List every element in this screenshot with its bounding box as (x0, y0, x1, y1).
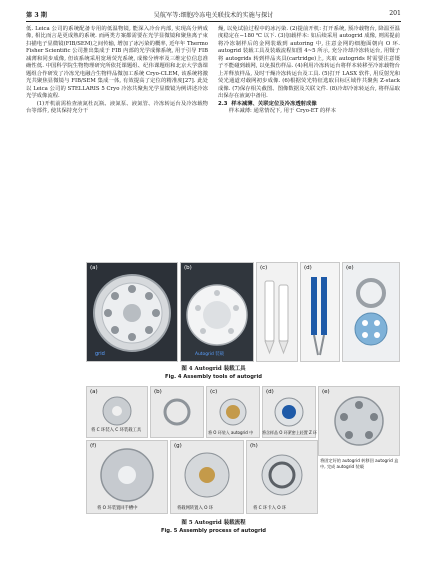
page-number: 201 (389, 10, 401, 17)
panel-label: (g) (174, 443, 182, 449)
right-paragraph-1: 燥, 以免试验过程中的冰污染. (2)提前开机: 打开系统, 预冷载物台, 降温至温度稳定在−180 ℃ 以下. (3)加载样本: 如后续采用 autogrid 成像, 则需提前将冷冻制样后的金网装载到 autoring 中, 注意金网的细胞面朝向 O 环. autogrid 装载工具及装载流程如图 4~5 所示, 充分冷却冷冻转运台, 用镊子将 autogrids 转到样品夹具(cartridge)上, 夹取 autogrids 时需要注意镊子不能碰到载网, 以免损伤样品. (4)利用冷冻转运台将样本转移至冷冻载物台上并释放样品, 及时干燥冷冻转运台及工具. (5)打开 LASX 软件, 用反射光和荧光通道对载网初步成像. (6)根据荧光特征选取目标区域作共聚焦 Z-stack 成像. (7)保存相关截图、图像数据及关联文件. (8)冷却冷冻转运台, 将样品取出保存在液氮中备用. (218, 26, 400, 100)
fig4-caption-en: Fig. 4 Assembly tools of autogrid (165, 373, 262, 380)
figure-4-caption (26, 366, 401, 381)
fig5-label-h: 将 C 环卡入 O 环 (253, 506, 287, 511)
station-photo (87, 441, 167, 513)
fig5-label-e: 将固定好的 autogrid 转移回 autogrid 盒中, 完成 autogrid 装载 (320, 458, 399, 469)
panel-label: (h) (250, 443, 258, 449)
panel-label: (c) (210, 389, 218, 395)
section-number: 2.3 (218, 100, 228, 107)
panel-label: (d) (304, 265, 312, 271)
fig5-label-f: 将 O 环装置回手槽中 (97, 506, 138, 511)
header-rule (26, 21, 401, 22)
fig5-panel-a (86, 386, 148, 438)
issue-number: 第 3 期 (26, 12, 47, 19)
section-heading (218, 101, 400, 108)
fig5-label-e-box (320, 458, 400, 498)
grid-box-photo (87, 263, 177, 361)
fig5-label-g: 将载网转置入 O 环 (177, 506, 214, 511)
fig5-panel-b (150, 386, 204, 438)
fig5-label-b: 将 O 环装入 autogrid 中 (208, 430, 254, 435)
fig5-panel-g (170, 440, 244, 514)
fig4-panel-e (342, 262, 400, 362)
loading-station-photo (181, 263, 253, 361)
left-column (26, 26, 208, 115)
left-paragraph-1: 低. Leica 公司的系统配备专用的低温物镜, 能深入冷台内部, 实现高分辨成像, 相比而言是更成熟的系统. 而两类方案都需要在光学显微镜和聚焦离子束扫描电子显微镜(FIB/SEM)之间传输, 增加了冰污染的概率, 近年年 Thermo Fisher Scientific 公司推出集成于 FIB 内部的光学成像系统, 用于引导 FIB 减薄和同步成像, 但该系统采用宽场荧光系统, 成像分辨率及三维定位信息准确性低. 中国科学院生物物理研究所依托课题组、纪伟课题组和北京大学落课题组合作研发了冷冻光电融合生物样品微加工系统 Cryo-CLEM, 该系统将激光共聚焦显微镜与 FIB/SEM 集成一体, 有效提高了定位的精准度[27]. 此处以 Leica 公司的 STELLARIS 5 Cryo 冷冻共聚焦光学显微镜为例讲述冷冻光学成像流程. (26, 26, 208, 100)
fig5-label-a: 将 C 环装入 C 环装载工具 (91, 428, 142, 433)
panel-label: (b) (184, 265, 192, 271)
fig5-panel-f (86, 440, 168, 514)
clip-tools-photo (257, 263, 297, 361)
panel-label: (f) (90, 443, 97, 449)
panel-label: (e) (322, 389, 330, 395)
right-column (218, 26, 400, 115)
fig4-panel-d (300, 262, 340, 362)
fig5-label-c: 将含样品 O 环紧密上轻置 Z 环 (262, 430, 317, 435)
overlay-text: grid (95, 351, 105, 357)
fig4-panel-c (256, 262, 298, 362)
fig5-panel-e (318, 386, 400, 456)
panel-label: (a) (90, 265, 98, 271)
panel-label: (b) (154, 389, 162, 395)
panel-label: (a) (90, 389, 98, 395)
grid-transfer-photo (171, 441, 243, 513)
fig4-panel-a (86, 262, 178, 362)
panel-label: (d) (266, 389, 274, 395)
fig5-caption-en: Fig. 5 Assembly process of autogrid (160, 527, 267, 534)
fig5-caption-zh: 图 5 Autogrid 装载流程 (181, 520, 246, 526)
tweezers-photo (301, 263, 339, 361)
section-title: 样本减薄、关联定位及冷冻透射成像 (231, 100, 317, 107)
running-title: 吴航军等:细胞冷冻电关联技术的实施与探讨 (153, 12, 274, 19)
rings-photo (343, 263, 399, 361)
panel-label: (c) (260, 265, 268, 271)
fig4-panel-b (180, 262, 254, 362)
left-paragraph-2: (1)开机前需检查液氮杜瓦瓶、液氮泵、液氮管、冷冻转运台及冷冻载物台等部件, 使其保持充分干 (26, 100, 208, 114)
c-ring-clip-photo (247, 441, 317, 513)
fig5-panel-h (246, 440, 318, 514)
overlay-text: Autogrid 装载 (195, 352, 224, 357)
panel-label: (e) (346, 265, 354, 271)
fig4-caption-zh: 图 4 Autogrid 装载工具 (181, 366, 246, 372)
section-body: 样本减薄: 通常情况下, 用于 Cryo-ET 的样本 (228, 107, 336, 114)
autogrid-box-photo (319, 387, 399, 455)
figure-5-caption (26, 520, 401, 535)
